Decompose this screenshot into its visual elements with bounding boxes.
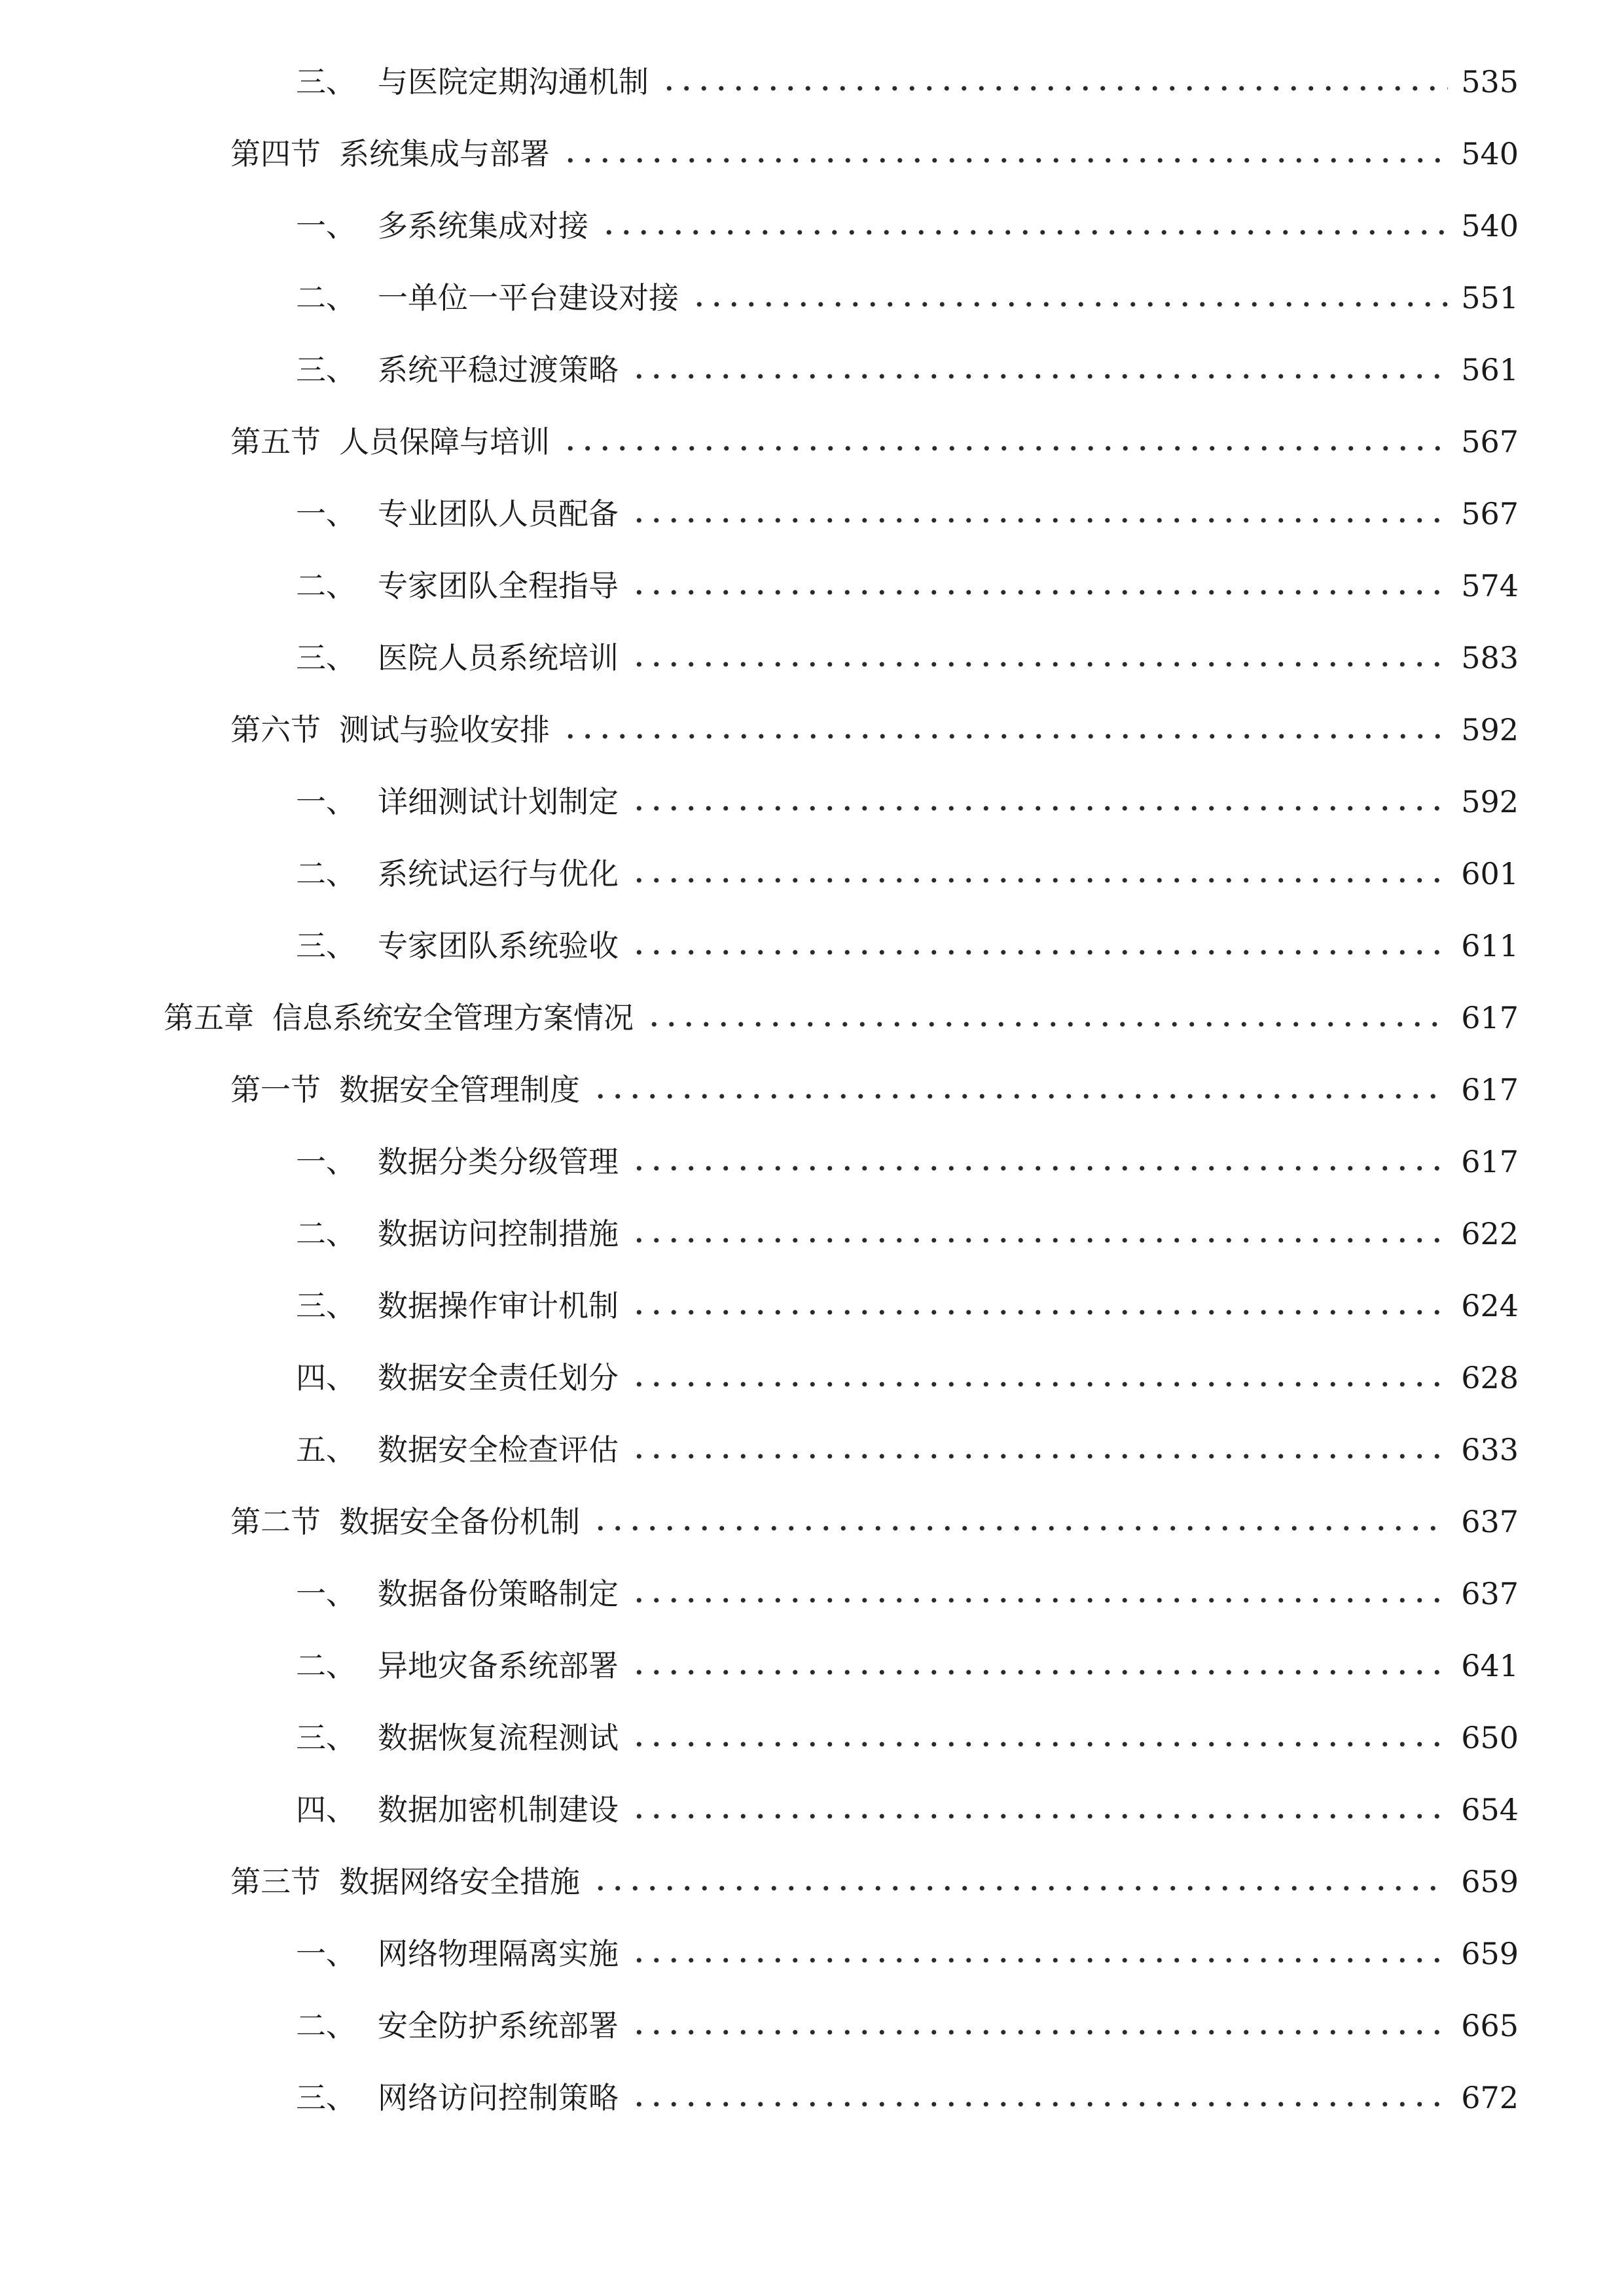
toc-entry-title: 数据备份策略制定: [378, 1576, 619, 1611]
toc-entry-number: 二、: [296, 1648, 356, 1683]
toc-entry[interactable]: [0, 118, 1624, 190]
toc-entry-number: 四、: [296, 1360, 356, 1395]
toc-entry-page: 567: [1461, 496, 1519, 531]
toc-entry-title: 专家团队系统验收: [378, 928, 619, 963]
toc-entry-page: 601: [1461, 856, 1519, 891]
toc-entry-number: 一、: [296, 1576, 356, 1611]
toc-entry-number: 三、: [296, 928, 356, 963]
toc-entry-title: 数据安全管理制度: [339, 1072, 580, 1107]
dot-leader: [630, 1166, 1448, 1171]
toc-entry-title: 医院人员系统培训: [378, 640, 619, 675]
toc-entry[interactable]: [0, 262, 1624, 334]
toc-entry-title: 数据安全备份机制: [339, 1504, 580, 1539]
dot-leader: [630, 878, 1448, 883]
dot-leader: [562, 158, 1448, 163]
toc-entry-page: 540: [1461, 136, 1519, 171]
toc-entry-page: 622: [1461, 1216, 1519, 1251]
toc-entry-number: 一、: [296, 1144, 356, 1179]
dot-leader: [592, 1526, 1448, 1531]
toc-entry-title: 信息系统安全管理方案情况: [272, 1000, 634, 1035]
toc-entry-page: 540: [1461, 208, 1519, 243]
toc-entry-number: 二、: [296, 280, 356, 315]
toc-entry[interactable]: [0, 694, 1624, 766]
toc-entry[interactable]: [0, 622, 1624, 694]
toc-entry-number: 第五章: [164, 1000, 254, 1035]
toc-entry-page: 592: [1461, 784, 1519, 819]
toc-entry-title: 数据操作审计机制: [378, 1288, 619, 1323]
toc-entry[interactable]: [0, 910, 1624, 982]
toc-entry[interactable]: [0, 1990, 1624, 2062]
toc-entry-title: 测试与验收安排: [339, 712, 550, 747]
toc-entry[interactable]: [0, 1846, 1624, 1918]
toc-entry[interactable]: [0, 1270, 1624, 1342]
dot-leader: [562, 734, 1448, 739]
toc-entry[interactable]: [0, 46, 1624, 118]
toc-entry[interactable]: [0, 1702, 1624, 1774]
toc-entry-title: 安全防护系统部署: [378, 2008, 619, 2043]
toc-entry-page: 617: [1461, 1144, 1519, 1179]
toc-entry-page: 592: [1461, 712, 1519, 747]
toc-entry-page: 551: [1461, 280, 1519, 315]
toc-entry-number: 三、: [296, 2080, 356, 2115]
toc-entry-page: 624: [1461, 1288, 1519, 1323]
toc-entry-number: 三、: [296, 64, 356, 99]
toc-entry-page: 583: [1461, 640, 1519, 675]
toc-entry-page: 637: [1461, 1504, 1519, 1539]
toc-entry-page: 611: [1461, 928, 1519, 963]
toc-entry-title: 系统平稳过渡策略: [378, 352, 619, 387]
toc-entry[interactable]: [0, 838, 1624, 910]
toc-entry-title: 详细测试计划制定: [378, 784, 619, 819]
dot-leader: [630, 1958, 1448, 1963]
toc-entry-page: 574: [1461, 568, 1519, 603]
toc-entry-page: 650: [1461, 1720, 1519, 1755]
dot-leader: [630, 1814, 1448, 1819]
toc-entry-title: 一单位一平台建设对接: [378, 280, 679, 315]
dot-leader: [630, 2102, 1448, 2107]
toc-entry-title: 专家团队全程指导: [378, 568, 619, 603]
toc-entry[interactable]: [0, 1126, 1624, 1198]
dot-leader: [630, 1454, 1448, 1459]
toc-entry-number: 一、: [296, 208, 356, 243]
table-of-contents: [0, 46, 1624, 2134]
toc-entry-page: 659: [1461, 1864, 1519, 1899]
toc-entry[interactable]: [0, 1414, 1624, 1486]
toc-entry-title: 系统集成与部署: [339, 136, 550, 171]
toc-entry-title: 数据恢复流程测试: [378, 1720, 619, 1755]
dot-leader: [630, 806, 1448, 811]
toc-entry-title: 系统试运行与优化: [378, 856, 619, 891]
toc-entry-number: 一、: [296, 1936, 356, 1971]
toc-entry-number: 第一节: [230, 1072, 321, 1107]
toc-entry[interactable]: [0, 1342, 1624, 1414]
toc-entry-number: 第三节: [230, 1864, 321, 1899]
toc-entry[interactable]: [0, 1054, 1624, 1126]
dot-leader: [630, 1742, 1448, 1747]
toc-entry[interactable]: [0, 1774, 1624, 1846]
toc-entry-number: 三、: [296, 1720, 356, 1755]
toc-entry[interactable]: [0, 334, 1624, 406]
toc-entry-number: 一、: [296, 784, 356, 819]
toc-entry-title: 专业团队人员配备: [378, 496, 619, 531]
toc-entry-page: 654: [1461, 1792, 1519, 1827]
dot-leader: [630, 1670, 1448, 1675]
toc-entry-title: 人员保障与培训: [339, 424, 550, 459]
dot-leader: [630, 590, 1448, 595]
toc-entry-page: 628: [1461, 1360, 1519, 1395]
toc-entry-page: 617: [1461, 1000, 1519, 1035]
dot-leader: [592, 1886, 1448, 1891]
toc-entry[interactable]: [0, 1630, 1624, 1702]
toc-entry[interactable]: [0, 1198, 1624, 1270]
dot-leader: [630, 662, 1448, 667]
toc-entry-number: 五、: [296, 1432, 356, 1467]
toc-entry[interactable]: [0, 1486, 1624, 1558]
toc-entry-title: 数据加密机制建设: [378, 1792, 619, 1827]
toc-entry-number: 二、: [296, 856, 356, 891]
toc-entry[interactable]: [0, 550, 1624, 622]
toc-entry-title: 数据分类分级管理: [378, 1144, 619, 1179]
dot-leader: [630, 2030, 1448, 2035]
toc-entry-number: 三、: [296, 1288, 356, 1323]
dot-leader: [630, 1598, 1448, 1603]
toc-entry-page: 659: [1461, 1936, 1519, 1971]
toc-entry-number: 三、: [296, 352, 356, 387]
toc-entry-title: 多系统集成对接: [378, 208, 588, 243]
toc-entry[interactable]: [0, 478, 1624, 550]
dot-leader: [630, 518, 1448, 523]
toc-entry-title: 与医院定期沟通机制: [378, 64, 649, 99]
dot-leader: [562, 446, 1448, 451]
toc-entry[interactable]: [0, 982, 1624, 1054]
toc-entry-page: 567: [1461, 424, 1519, 459]
toc-entry-number: 第六节: [230, 712, 321, 747]
toc-entry[interactable]: [0, 190, 1624, 262]
toc-entry-number: 二、: [296, 1216, 356, 1251]
toc-entry[interactable]: [0, 1558, 1624, 1630]
toc-entry-title: 网络访问控制策略: [378, 2080, 619, 2115]
toc-entry-title: 数据安全检查评估: [378, 1432, 619, 1467]
dot-leader: [600, 230, 1448, 235]
toc-entry-page: 633: [1461, 1432, 1519, 1467]
dot-leader: [691, 302, 1448, 307]
toc-entry-page: 561: [1461, 352, 1519, 387]
toc-entry-number: 一、: [296, 496, 356, 531]
toc-entry-number: 四、: [296, 1792, 356, 1827]
toc-entry-page: 672: [1461, 2080, 1519, 2115]
toc-entry-title: 网络物理隔离实施: [378, 1936, 619, 1971]
toc-entry-page: 637: [1461, 1576, 1519, 1611]
toc-entry-title: 数据网络安全措施: [339, 1864, 580, 1899]
toc-entry-number: 第五节: [230, 424, 321, 459]
dot-leader: [630, 950, 1448, 955]
dot-leader: [630, 1382, 1448, 1387]
toc-entry[interactable]: [0, 406, 1624, 478]
toc-entry-page: 665: [1461, 2008, 1519, 2043]
toc-entry[interactable]: [0, 766, 1624, 838]
dot-leader: [630, 1238, 1448, 1243]
dot-leader: [645, 1022, 1448, 1027]
dot-leader: [630, 374, 1448, 379]
toc-entry-number: 三、: [296, 640, 356, 675]
dot-leader: [630, 1310, 1448, 1315]
toc-entry-page: 641: [1461, 1648, 1519, 1683]
toc-entry-title: 异地灾备系统部署: [378, 1648, 619, 1683]
toc-entry-number: 第四节: [230, 136, 321, 171]
toc-entry-page: 535: [1461, 64, 1519, 99]
toc-entry[interactable]: [0, 1918, 1624, 1990]
toc-entry-title: 数据访问控制措施: [378, 1216, 619, 1251]
toc-entry[interactable]: [0, 2062, 1624, 2134]
toc-entry-number: 二、: [296, 568, 356, 603]
toc-entry-number: 第二节: [230, 1504, 321, 1539]
toc-entry-page: 617: [1461, 1072, 1519, 1107]
dot-leader: [592, 1094, 1448, 1099]
dot-leader: [660, 86, 1448, 91]
toc-entry-title: 数据安全责任划分: [378, 1360, 619, 1395]
toc-entry-number: 二、: [296, 2008, 356, 2043]
